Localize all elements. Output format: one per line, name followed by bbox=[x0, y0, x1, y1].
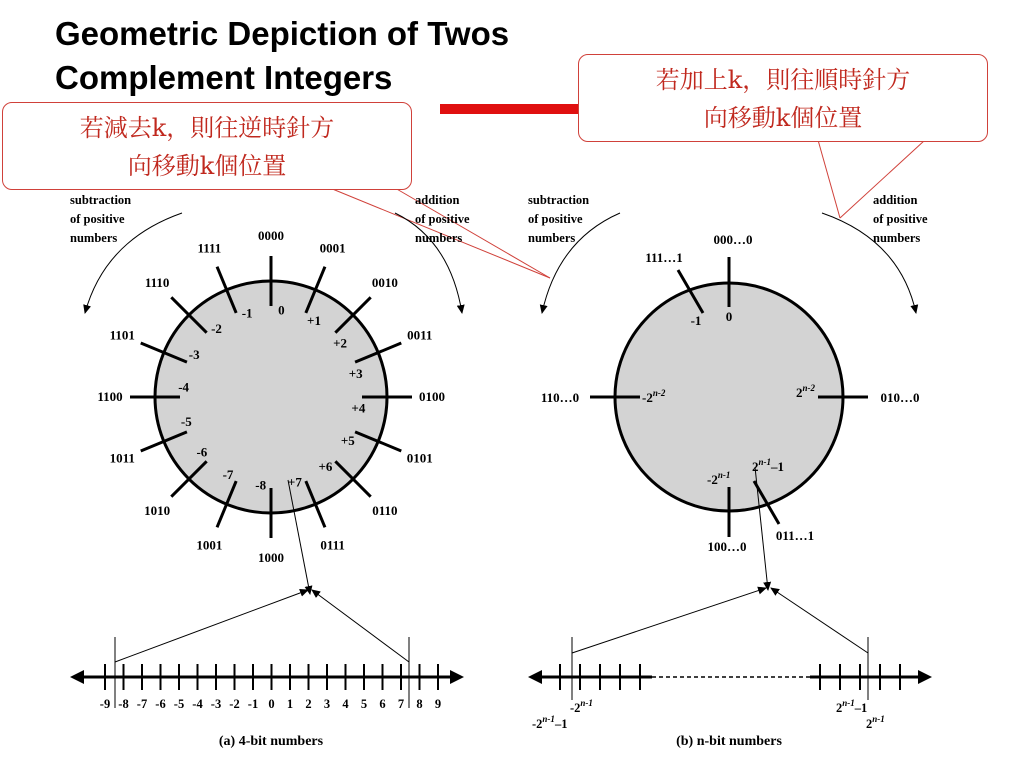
four-bit-decimal-label: -3 bbox=[188, 347, 200, 363]
left-number-line-label: -2 bbox=[229, 697, 240, 711]
n-bit-binary-top-left: 111…1 bbox=[645, 250, 683, 265]
four-bit-binary-label: 1110 bbox=[144, 275, 170, 291]
four-bit-decimal-label: -5 bbox=[180, 413, 192, 429]
four-bit-decimal-label: +5 bbox=[340, 432, 355, 448]
right-mapping-line-a bbox=[572, 588, 766, 653]
right-subtraction-label: subtraction of positive numbers bbox=[528, 193, 590, 245]
four-bit-decimal-label: -4 bbox=[178, 379, 190, 395]
four-bit-decimal-label: -1 bbox=[241, 305, 253, 321]
n-bit-inner-neg-one: -1 bbox=[690, 313, 702, 328]
n-bit-inner-neg-quarter: -2$^{n-2}$ bbox=[642, 388, 666, 405]
right-subtraction-arrow bbox=[542, 213, 620, 313]
left-number-line-label: 1 bbox=[286, 697, 294, 711]
four-bit-decimal-label: -2 bbox=[211, 320, 222, 336]
subtraction-callout-line-1: 若減去k，則往逆時針方 bbox=[79, 114, 335, 142]
subtraction-callout-line-2: 向移動k個位置 bbox=[127, 152, 287, 180]
four-bit-binary-label: 0000 bbox=[258, 228, 284, 243]
four-bit-decimal-label: -6 bbox=[196, 444, 208, 460]
left-number-line-label: 4 bbox=[342, 697, 349, 711]
four-bit-binary-label: 1111 bbox=[197, 240, 222, 256]
left-number-line-labels bbox=[100, 697, 441, 711]
left-number-line-label: 2 bbox=[305, 697, 312, 711]
right-nl-label-pos-half-minus: 2$^{n-1}$–1 bbox=[836, 698, 868, 715]
right-number-line-arrow-right bbox=[918, 670, 932, 684]
n-bit-inner-pos-quarter: 2$^{n-2}$ bbox=[796, 383, 816, 400]
four-bit-decimal-label: -8 bbox=[255, 477, 267, 493]
four-bit-binary-label: 1100 bbox=[97, 389, 123, 404]
left-number-line-label: -5 bbox=[173, 697, 185, 711]
left-number-line-label: -7 bbox=[136, 697, 148, 711]
n-bit-inner-neg-half: -2$^{n-1}$ bbox=[707, 470, 731, 487]
four-bit-decimal-label: +3 bbox=[348, 366, 363, 382]
four-bit-decimal-label: +2 bbox=[333, 335, 348, 351]
left-number-line-arrow-left bbox=[70, 670, 84, 684]
right-callout-pointer-a bbox=[818, 140, 840, 218]
four-bit-binary-label: 0101 bbox=[406, 450, 433, 466]
addition-callout-line-2: 向移動k個位置 bbox=[703, 104, 863, 132]
right-addition-arrow bbox=[822, 213, 916, 313]
four-bit-binary-label: 0100 bbox=[419, 389, 445, 404]
right-addition-label: addition of positive numbers bbox=[873, 193, 928, 245]
n-bit-binary-bottom: 100…0 bbox=[707, 539, 747, 554]
four-bit-decimal-label: +6 bbox=[318, 459, 333, 475]
left-number-line-label: 9 bbox=[434, 697, 442, 711]
right-nl-label-pos-half: 2$^{n-1}$ bbox=[866, 714, 885, 731]
four-bit-binary-label: 0110 bbox=[372, 502, 398, 518]
four-bit-decimal-label: +1 bbox=[307, 313, 321, 329]
left-number-line-label: -6 bbox=[155, 697, 166, 711]
left-number-line-label: 8 bbox=[416, 697, 423, 711]
left-number-line-label: -3 bbox=[210, 697, 222, 711]
left-mapping-line-a bbox=[115, 590, 308, 662]
four-bit-decimal-label: +7 bbox=[287, 474, 302, 490]
addition-callout bbox=[578, 54, 988, 142]
n-bit-inner-zero: 0 bbox=[725, 309, 733, 324]
subtraction-callout bbox=[2, 102, 412, 190]
four-bit-binary-label: 1000 bbox=[258, 550, 284, 565]
addition-callout-line-1: 若加上k，則往順時針方 bbox=[655, 66, 911, 94]
four-bit-number-line bbox=[70, 664, 464, 711]
four-bit-binary-label: 1101 bbox=[109, 327, 135, 343]
n-bit-binary-left: 110…0 bbox=[540, 390, 580, 405]
left-number-line-label: 7 bbox=[397, 697, 405, 711]
four-bit-decimal-label: 0 bbox=[278, 302, 285, 318]
four-bit-decimal-label: +4 bbox=[351, 400, 366, 416]
title-line-2: Complement Integers bbox=[55, 59, 393, 96]
four-bit-binary-label: 0010 bbox=[371, 275, 398, 291]
left-number-line-label: -9 bbox=[99, 697, 111, 711]
four-bit-binary-label: 1001 bbox=[196, 537, 223, 553]
left-number-line-label: 6 bbox=[379, 697, 386, 711]
left-subtraction-label: subtraction of positive numbers bbox=[70, 193, 132, 245]
callout-pointers bbox=[330, 140, 925, 278]
four-bit-decimal-label: -7 bbox=[222, 466, 234, 482]
four-bit-binary-label: 0011 bbox=[407, 327, 433, 343]
left-number-line-label: -4 bbox=[192, 697, 203, 711]
left-number-line-label: -1 bbox=[247, 697, 259, 711]
n-bit-binary-right: 010…0 bbox=[880, 390, 920, 405]
n-bit-binary-top: 000…0 bbox=[713, 232, 753, 247]
left-mapping-line-b bbox=[312, 590, 409, 662]
four-bit-diagram bbox=[70, 193, 473, 749]
right-nl-label-neg-half: -2$^{n-1}$ bbox=[570, 698, 593, 715]
left-number-line-label: -8 bbox=[118, 697, 129, 711]
left-number-line-label: 5 bbox=[360, 697, 368, 711]
n-bit-number-line bbox=[528, 664, 932, 731]
four-bit-binary-label: 1011 bbox=[109, 450, 135, 466]
left-subtraction-arrow bbox=[85, 213, 182, 313]
title-line-1: Geometric Depiction of Twos bbox=[55, 15, 510, 52]
n-bit-inner-pos-half: 2$^{n-1}$–1 bbox=[752, 457, 785, 474]
left-addition-label: addition of positive numbers bbox=[415, 193, 470, 245]
four-bit-binary-label: 0111 bbox=[320, 537, 345, 553]
right-nl-label-neg-half-minus: -2$^{n-1}$–1 bbox=[532, 714, 568, 731]
n-bit-diagram bbox=[528, 193, 932, 749]
right-number-line-arrow-left bbox=[528, 670, 542, 684]
four-bit-binary-label: 1010 bbox=[144, 502, 171, 518]
left-number-line-label: 0 bbox=[268, 697, 275, 711]
right-caption: (b) n-bit numbers bbox=[676, 734, 782, 749]
left-caption: (a) 4-bit numbers bbox=[218, 734, 324, 749]
left-number-line-arrow-right bbox=[450, 670, 464, 684]
right-mapping-line-b bbox=[771, 588, 868, 653]
four-bit-binary-label: 0001 bbox=[319, 240, 346, 256]
left-number-line-label: 3 bbox=[323, 697, 331, 711]
n-bit-binary-bottom-right: 011…1 bbox=[775, 528, 815, 543]
